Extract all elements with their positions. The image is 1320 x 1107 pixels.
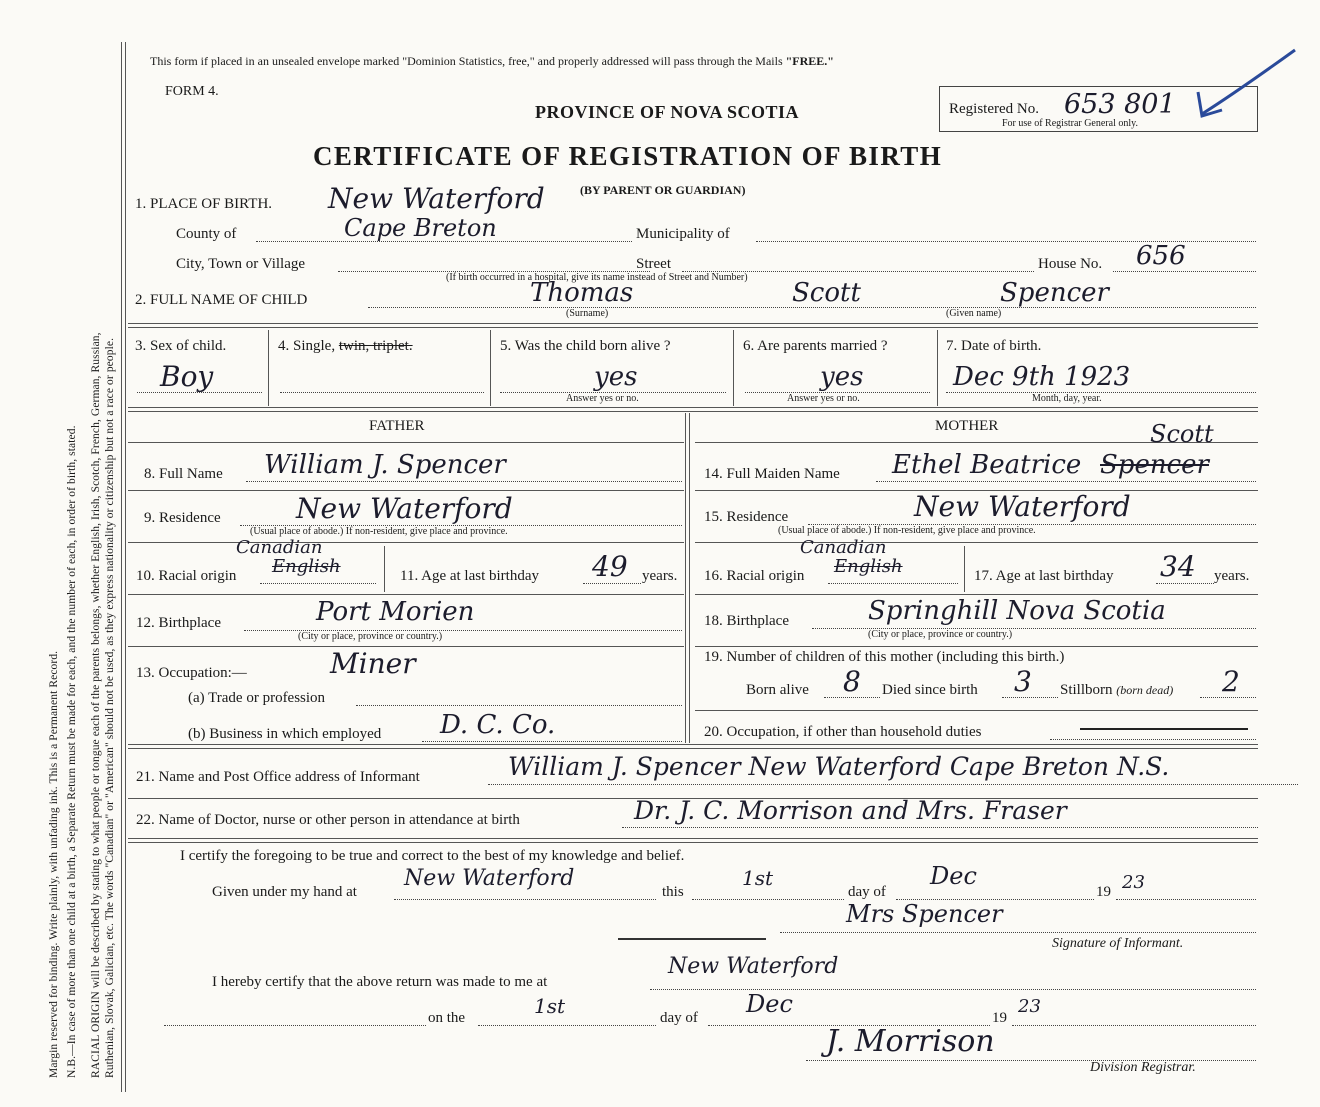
father-occupation-label: 13. Occupation:—: [136, 665, 247, 681]
mother-residence-label: 15. Residence: [704, 509, 789, 525]
margin-note-racial-origin-1: RACIAL ORIGIN will be described by stating to what people or tongue each of the parents belongs, whether English, Irish, Scotch, French, German, Russian,: [90, 332, 102, 1078]
trade-label: (a) Trade or profession: [188, 690, 326, 706]
given-month-value: Dec: [930, 862, 977, 890]
mail-notice: This form if placed in an unsealed envelope marked "Dominion Statistics, free," and properly addressed will pass through the Mails "FREE.": [150, 54, 834, 68]
born-alive-count-label: Born alive: [746, 682, 809, 698]
date-of-birth-value: Dec 9th 1923: [953, 362, 1131, 392]
informant-signature: Mrs Spencer: [846, 900, 1003, 928]
county-label: County of: [176, 226, 237, 242]
born-alive-count-value: 8: [843, 665, 861, 698]
mother-heading: MOTHER: [935, 418, 999, 434]
binding-margin-rule: [121, 42, 126, 1092]
sex-label: 3. Sex of child.: [135, 338, 227, 354]
mother-age-value: 34: [1160, 550, 1196, 583]
father-birthplace-value: Port Morien: [316, 597, 475, 627]
given-year-value: 23: [1122, 872, 1145, 893]
father-racial-label: 10. Racial origin: [136, 568, 237, 584]
business-value: D. C. Co.: [440, 710, 556, 740]
stillborn-value: 2: [1222, 665, 1240, 698]
mother-name-correction: Scott: [1150, 420, 1214, 448]
father-residence-value: New Waterford: [296, 492, 513, 525]
rule-after-name: [128, 323, 1258, 328]
father-racial-struck: English: [272, 556, 341, 577]
doctor-label: 22. Name of Doctor, nurse or other person in attendance at birth: [136, 812, 520, 828]
day-of-label: day of: [848, 884, 886, 900]
mother-years-label: years.: [1214, 568, 1250, 584]
parents-married-label: 6. Are parents married ?: [743, 338, 888, 354]
father-heading: FATHER: [369, 418, 425, 434]
mother-birthplace-caption: (City or place, province or country.): [868, 629, 1013, 640]
county-value: Cape Breton: [344, 214, 497, 242]
died-since-birth-label: Died since birth: [882, 682, 978, 698]
rule-after-section7: [128, 407, 1258, 412]
children-count-label: 19. Number of children of this mother (including this birth.): [704, 649, 1065, 665]
father-name-label: 8. Full Name: [144, 466, 223, 482]
check-mark-icon: [1190, 48, 1300, 123]
form-number: FORM 4.: [165, 84, 219, 99]
return-day-of-label: day of: [660, 1010, 698, 1026]
this-label: this: [662, 884, 684, 900]
father-age-value: 49: [592, 550, 628, 583]
return-month-value: Dec: [746, 990, 793, 1018]
mother-occupation-dash: [1080, 728, 1248, 730]
return-day-value: 1st: [534, 994, 566, 1018]
born-alive-label: 5. Was the child born alive ?: [500, 338, 671, 354]
registrar-signature: J. Morrison: [826, 1024, 995, 1059]
given-caption: (Given name): [946, 308, 1002, 319]
certificate-title: CERTIFICATE OF REGISTRATION OF BIRTH: [313, 141, 943, 171]
father-years-label: years.: [642, 568, 678, 584]
father-occupation-value: Miner: [330, 647, 416, 680]
place-of-birth-label: 1. PLACE OF BIRTH.: [135, 196, 273, 212]
margin-note-racial-origin-2: Ruthenian, Slovak, Galician, etc. The words "Canadian" or "American" should not be used, as they express nationality or citizenship but not a race or people.: [104, 337, 116, 1078]
registrar-caption: Division Registrar.: [1090, 1060, 1196, 1075]
house-no-value: 656: [1136, 241, 1186, 271]
child-given-value: Spencer: [1000, 278, 1109, 308]
return-place-value: New Waterford: [668, 954, 839, 979]
stillborn-label: Stillborn (born dead): [1060, 682, 1174, 698]
mother-name-value: Ethel Beatrice: [892, 450, 1082, 480]
margin-note-multiple-births: N.B.—In case of more than one child at a birth, a Separate Return must be made for each, and the number of each, in order of birth, stated.: [66, 425, 78, 1078]
father-age-label: 11. Age at last birthday: [400, 568, 539, 584]
father-residence-label: 9. Residence: [144, 510, 221, 526]
registered-number: 653 801: [1064, 89, 1176, 120]
father-racial-value: Canadian: [236, 537, 323, 558]
mother-racial-struck: English: [834, 556, 903, 577]
on-the-label: on the: [428, 1010, 466, 1026]
informant-value: William J. Spencer New Waterford Cape Breton N.S.: [508, 752, 1170, 781]
father-name-value: William J. Spencer: [264, 450, 506, 480]
return-year-prefix: 19: [992, 1010, 1007, 1026]
city-label: City, Town or Village: [176, 256, 306, 272]
answer-caption-6: Answer yes or no.: [787, 393, 860, 404]
mother-occupation-label: 20. Occupation, if other than household duties: [704, 724, 982, 740]
parents-married-value: yes: [820, 362, 864, 392]
informant-signature-caption: Signature of Informant.: [1052, 936, 1184, 951]
margin-note-binding: Margin reserved for binding. Write plainly, with unfading ink. This is a Permanent Record.: [48, 650, 60, 1078]
certify-statement: I certify the foregoing to be true and correct to the best of my knowledge and belief.: [180, 848, 685, 864]
parents-divider: [685, 413, 690, 743]
return-certify-label: I hereby certify that the above return was made to me at: [212, 974, 548, 990]
mother-name-struck: Spencer: [1100, 450, 1209, 480]
child-surname-value: Thomas: [530, 278, 634, 308]
father-birthplace-caption: (City or place, province or country.): [298, 631, 443, 642]
business-label: (b) Business in which employed: [188, 726, 382, 742]
born-alive-value: yes: [594, 362, 638, 392]
registered-label: Registered No.: [949, 101, 1039, 117]
single-label: 4. Single, twin, triplet.: [278, 338, 413, 354]
mother-racial-label: 16. Racial origin: [704, 568, 805, 584]
mother-residence-value: New Waterford: [914, 490, 1131, 523]
registrar-note: For use of Registrar General only.: [1002, 118, 1138, 129]
mother-age-label: 17. Age at last birthday: [974, 568, 1114, 584]
surname-caption: (Surname): [566, 308, 609, 319]
given-under-label: Given under my hand at: [212, 884, 357, 900]
date-of-birth-label: 7. Date of birth.: [946, 338, 1042, 354]
given-place-value: New Waterford: [404, 866, 575, 891]
date-caption: Month, day, year.: [1032, 393, 1102, 404]
mother-birthplace-label: 18. Birthplace: [704, 613, 789, 629]
house-no-label: House No.: [1038, 256, 1103, 272]
place-of-birth-value: New Waterford: [328, 182, 545, 215]
rule-before-certification: [128, 838, 1258, 843]
father-birthplace-label: 12. Birthplace: [136, 615, 221, 631]
informant-label: 21. Name and Post Office address of Informant: [136, 769, 420, 785]
hospital-note: (If birth occurred in a hospital, give its name instead of Street and Number): [446, 272, 748, 283]
return-year-value: 23: [1018, 996, 1041, 1017]
answer-caption-5: Answer yes or no.: [566, 393, 639, 404]
province-heading: PROVINCE OF NOVA SCOTIA: [535, 102, 800, 122]
mother-birthplace-value: Springhill Nova Scotia: [868, 596, 1166, 626]
doctor-value: Dr. J. C. Morrison and Mrs. Fraser: [634, 796, 1067, 825]
year-prefix: 19: [1096, 884, 1111, 900]
street-label: Street: [636, 256, 671, 272]
given-day-value: 1st: [742, 866, 774, 890]
rule-after-parents: [128, 744, 1258, 749]
municipality-label: Municipality of: [636, 226, 730, 242]
sex-value: Boy: [160, 360, 214, 393]
child-name-label: 2. FULL NAME OF CHILD: [135, 292, 308, 308]
center-rule: [618, 938, 766, 940]
child-middle-value: Scott: [792, 278, 861, 308]
father-residence-caption: (Usual place of abode.) If non-resident, give place and province.: [250, 526, 508, 537]
mother-racial-value: Canadian: [800, 537, 887, 558]
died-since-birth-value: 3: [1014, 665, 1032, 698]
mother-residence-caption: (Usual place of abode.) If non-resident, give place and province.: [778, 525, 1036, 536]
by-parent-caption: (BY PARENT OR GUARDIAN): [580, 183, 746, 197]
mother-name-label: 14. Full Maiden Name: [704, 466, 840, 482]
